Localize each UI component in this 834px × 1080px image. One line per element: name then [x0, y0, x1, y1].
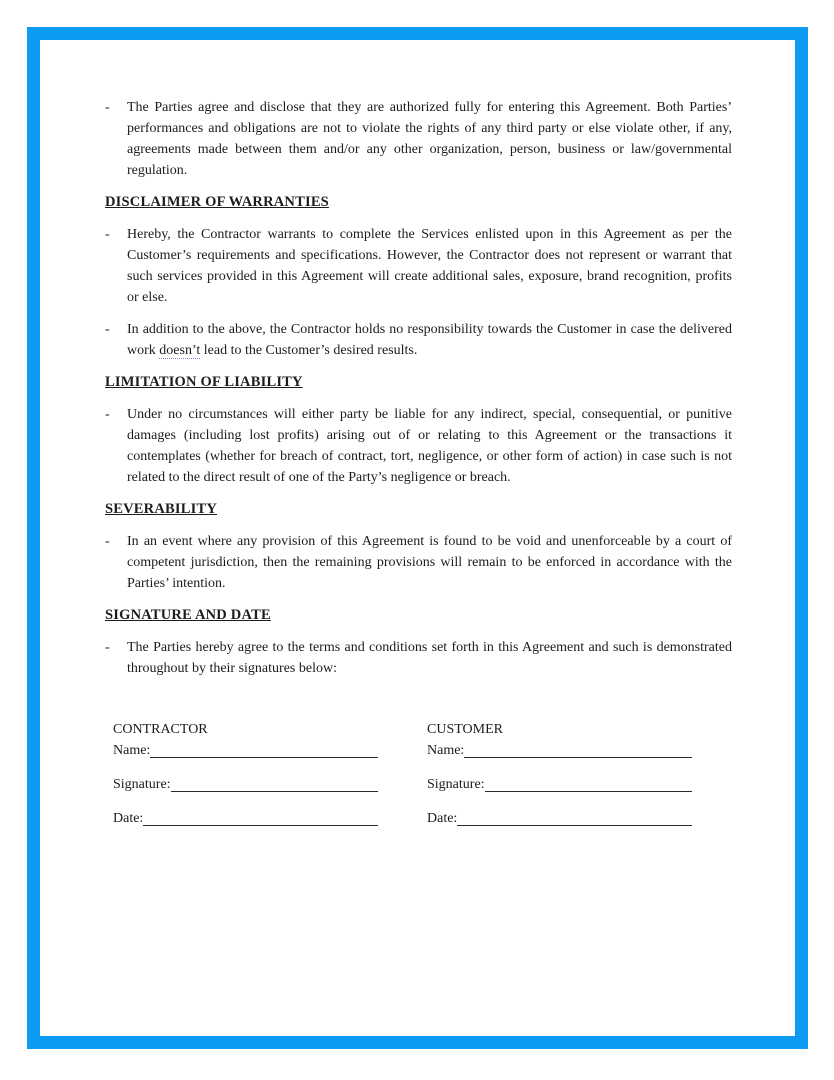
spellcheck-flagged-word: doesn’t [159, 343, 201, 358]
bullet-dash: - [105, 534, 110, 549]
signature-column-customer [427, 719, 692, 829]
name-label: Name: [113, 743, 151, 758]
contractor-title: CONTRACTOR [113, 722, 208, 737]
section-heading-severability: SEVERABILITY [105, 501, 217, 517]
bullet-dash: - [105, 100, 110, 115]
customer-title: CUSTOMER [427, 722, 503, 737]
document-content [105, 97, 732, 829]
bullet-paragraph [105, 531, 732, 594]
signature-label: Signature: [113, 777, 171, 792]
section-heading-disclaimer-of-warranties: DISCLAIMER OF WARRANTIES [105, 194, 329, 210]
contractor-date-line [143, 808, 378, 826]
paragraph-text: lead to the Customer’s desired results. [200, 343, 418, 358]
intro-paragraph [105, 97, 732, 181]
bullet-paragraph [105, 637, 732, 679]
contractor-name-row [113, 740, 378, 761]
contractor-signature-line [171, 774, 378, 792]
section-heading-signature-and-date: SIGNATURE AND DATE [105, 607, 271, 623]
bullet-paragraph [105, 224, 732, 308]
bullet-paragraph [105, 404, 732, 488]
paragraph-text: The Parties hereby agree to the terms and conditions set forth in this Agreement and such is demonstrated throughout by their signatures below: [127, 640, 732, 676]
bullet-dash: - [105, 322, 110, 337]
customer-date-row [427, 808, 692, 829]
contractor-date-row [113, 808, 378, 829]
signature-block [113, 719, 732, 829]
customer-date-line [457, 808, 692, 826]
customer-signature-row [427, 774, 692, 795]
signature-label: Signature: [427, 777, 485, 792]
paragraph-text: In addition to the above, the Contractor holds no responsibility towards the Customer in case the delivered work [127, 322, 732, 358]
customer-name-row [427, 740, 692, 761]
bullet-paragraph [105, 319, 732, 361]
contractor-name-line [150, 740, 378, 758]
bullet-dash: - [105, 227, 110, 242]
signature-column-contractor [113, 719, 378, 829]
customer-signature-line [485, 774, 692, 792]
paragraph-text: In an event where any provision of this Agreement is found to be void and unenforceable by a court of competent jurisdiction, then the remaining provisions will remain to be enforced in accordance with the Parties’ intention. [127, 534, 732, 591]
section-heading-limitation-of-liability: LIMITATION OF LIABILITY [105, 374, 303, 390]
contractor-signature-row [113, 774, 378, 795]
date-label: Date: [113, 811, 144, 826]
paragraph-text: The Parties agree and disclose that they are authorized fully for entering this Agreement. Both Parties’ performances and obligations are not to violate the rights of any third party or else violate other, if any, agreements made between them and/or any other organization, person, business or law/governmental regulation. [127, 100, 732, 178]
bullet-dash: - [105, 640, 110, 655]
paragraph-text: Under no circumstances will either party be liable for any indirect, special, consequential, or punitive damages (including lost profits) arising out of or relating to this Agreement or the transactions it contemplates (whether for breach of contract, tort, negligence, or other form of action) in case such is not related to the direct result of one of the Party’s negligence or breach. [127, 407, 732, 485]
bullet-dash: - [105, 407, 110, 422]
name-label: Name: [427, 743, 465, 758]
customer-name-line [464, 740, 692, 758]
paragraph-text: Hereby, the Contractor warrants to complete the Services enlisted upon in this Agreement as per the Customer’s requirements and specifications. However, the Contractor does not represent or warrant that such services provided in this Agreement will create additional sales, exposure, brand recognition, profits or else. [127, 227, 732, 305]
date-label: Date: [427, 811, 458, 826]
